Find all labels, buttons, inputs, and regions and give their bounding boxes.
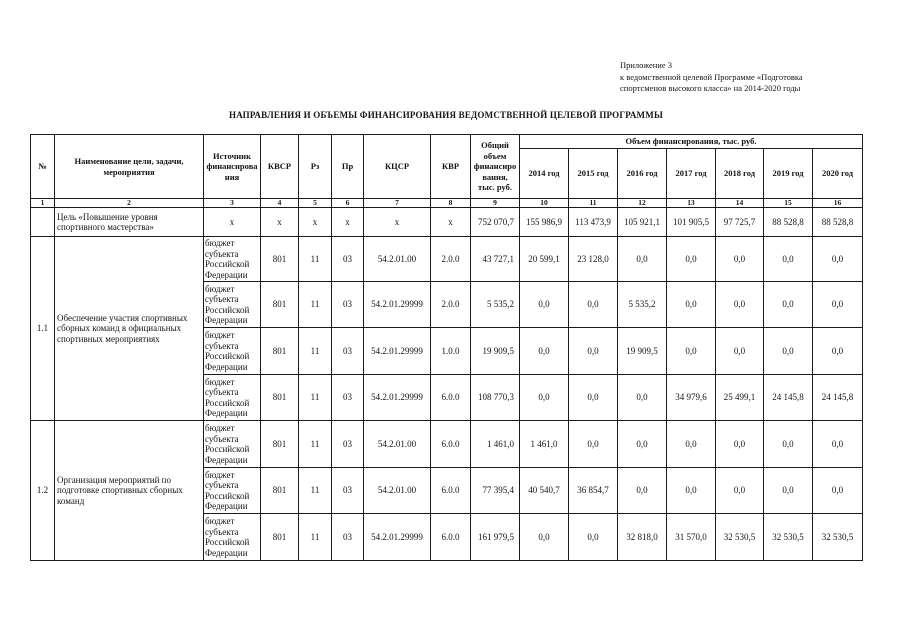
header-source-line: финансирова (206, 161, 258, 172)
year-amount: 0,0 (813, 237, 863, 282)
code-kvsr: 801 (261, 421, 299, 468)
column-number: 11 (569, 199, 618, 208)
column-number: 4 (261, 199, 299, 208)
code-kvr: 6.0.0 (431, 514, 471, 561)
year-amount: 0,0 (667, 468, 716, 514)
goal-source: x (204, 208, 261, 237)
year-amount: 0,0 (716, 237, 764, 282)
year-amount: 36 854,7 (569, 468, 618, 514)
header-total-line: финансиро (473, 161, 517, 172)
document-title: НАПРАВЛЕНИЯ И ОБЪЕМЫ ФИНАНСИРОВАНИЯ ВЕДОМСТВЕННОЙ ЦЕЛЕВОЙ ПРОГРАММЫ (229, 110, 663, 120)
column-number: 2 (55, 199, 204, 208)
code-pr: 03 (332, 237, 364, 282)
column-number: 9 (471, 199, 520, 208)
year-amount: 5 535,2 (618, 282, 667, 328)
year-amount: 0,0 (618, 421, 667, 468)
appendix-line: спортсменов высокого класса» на 2014-2020 годы (620, 83, 801, 93)
year-amount: 32 530,5 (764, 514, 813, 561)
funding-source: бюджет субъекта Российской Федерации (204, 282, 261, 328)
code-kvr: 1.0.0 (431, 328, 471, 375)
year-amount: 0,0 (764, 328, 813, 375)
header-year-2015: 2015 год (569, 149, 618, 199)
year-amount: 0,0 (618, 237, 667, 282)
year-amount: 1 461,0 (520, 421, 569, 468)
task-name: Обеспечение участия спортивных сборных команд в официальных спортивных мероприятиях (55, 237, 204, 421)
header-year-2018: 2018 год (716, 149, 764, 199)
table-header (31, 135, 863, 199)
table-body (31, 199, 863, 561)
year-amount: 25 499,1 (716, 375, 764, 421)
total-amount: 5 535,2 (471, 282, 520, 328)
goal-year-value: 97 725,7 (716, 208, 764, 237)
column-number: 13 (667, 199, 716, 208)
funding-source: бюджет субъекта Российской Федерации (204, 421, 261, 468)
goal-kvsr: x (261, 208, 299, 237)
goal-num-cell (31, 208, 55, 237)
year-amount: 0,0 (813, 282, 863, 328)
year-amount: 0,0 (569, 282, 618, 328)
appendix-line: к ведомственной целевой Программе «Подготовка (620, 71, 803, 82)
year-amount: 0,0 (813, 328, 863, 375)
task-number: 1.1 (31, 237, 55, 421)
year-amount: 32 530,5 (716, 514, 764, 561)
task-row (31, 421, 863, 468)
header-year-2017: 2017 год (667, 149, 716, 199)
funding-source: бюджет субъекта Российской Федерации (204, 514, 261, 561)
column-number: 6 (332, 199, 364, 208)
code-rz: 11 (299, 421, 332, 468)
year-amount: 24 145,8 (813, 375, 863, 421)
code-pr: 03 (332, 421, 364, 468)
year-amount: 0,0 (520, 375, 569, 421)
year-amount: 32 530,5 (813, 514, 863, 561)
year-amount: 0,0 (569, 514, 618, 561)
funding-source: бюджет субъекта Российской Федерации (204, 328, 261, 375)
total-amount: 19 909,5 (471, 328, 520, 375)
task-row (31, 237, 863, 282)
goal-name: Цель «Повышение уровня спортивного мастерства» (55, 208, 204, 237)
goal-year-value: 88 528,8 (764, 208, 813, 237)
year-amount: 23 128,0 (569, 237, 618, 282)
year-amount: 34 979,6 (667, 375, 716, 421)
code-pr: 03 (332, 375, 364, 421)
year-amount: 0,0 (716, 282, 764, 328)
year-amount: 24 145,8 (764, 375, 813, 421)
column-number: 12 (618, 199, 667, 208)
column-number: 10 (520, 199, 569, 208)
year-amount: 0,0 (716, 421, 764, 468)
year-amount: 0,0 (764, 282, 813, 328)
year-amount: 0,0 (520, 514, 569, 561)
year-amount: 0,0 (569, 375, 618, 421)
code-rz: 11 (299, 514, 332, 561)
task-number: 1.2 (31, 421, 55, 561)
year-amount: 0,0 (716, 468, 764, 514)
year-amount: 40 540,7 (520, 468, 569, 514)
header-total-line: вания, (482, 171, 508, 182)
year-amount: 0,0 (667, 237, 716, 282)
goal-row (31, 208, 863, 237)
code-rz: 11 (299, 237, 332, 282)
header-total-line: Общий (481, 140, 509, 151)
goal-year-value: 88 528,8 (813, 208, 863, 237)
funding-source: бюджет субъекта Российской Федерации (204, 237, 261, 282)
appendix-note (620, 60, 803, 95)
code-kcsr: 54.2.01.00 (364, 468, 431, 514)
year-amount: 0,0 (667, 421, 716, 468)
code-kvr: 6.0.0 (431, 421, 471, 468)
goal-year-value: 113 473,9 (569, 208, 618, 237)
code-kcsr: 54.2.01.29999 (364, 375, 431, 421)
code-kvr: 2.0.0 (431, 282, 471, 328)
code-rz: 11 (299, 375, 332, 421)
code-kvr: 6.0.0 (431, 375, 471, 421)
financing-table (30, 134, 863, 561)
header-source-line: ния (224, 171, 240, 182)
year-amount: 0,0 (667, 282, 716, 328)
total-amount: 77 395,4 (471, 468, 520, 514)
year-amount: 0,0 (569, 421, 618, 468)
code-pr: 03 (332, 514, 364, 561)
year-amount: 32 818,0 (618, 514, 667, 561)
header-num: № (31, 135, 55, 199)
header-year-2019: 2019 год (764, 149, 813, 199)
funding-source: бюджет субъекта Российской Федерации (204, 468, 261, 514)
header-kvr: КВР (431, 135, 471, 199)
year-amount: 0,0 (520, 328, 569, 375)
header-total-line: объем (483, 150, 507, 161)
code-kvsr: 801 (261, 375, 299, 421)
year-amount: 20 599,1 (520, 237, 569, 282)
goal-kcsr: x (364, 208, 431, 237)
header-name: Наименование цели, задачи, мероприятия (55, 135, 204, 199)
year-amount: 0,0 (618, 375, 667, 421)
year-amount: 0,0 (764, 237, 813, 282)
year-amount: 0,0 (569, 328, 618, 375)
code-kcsr: 54.2.01.29999 (364, 328, 431, 375)
year-amount: 0,0 (618, 468, 667, 514)
goal-pr: x (332, 208, 364, 237)
code-kvsr: 801 (261, 328, 299, 375)
appendix-line: Приложение 3 (620, 60, 672, 70)
column-number: 15 (764, 199, 813, 208)
year-amount: 0,0 (813, 468, 863, 514)
code-kvsr: 801 (261, 237, 299, 282)
code-kvr: 2.0.0 (431, 237, 471, 282)
header-year-2020: 2020 год (813, 149, 863, 199)
header-year-2014: 2014 год (520, 149, 569, 199)
code-kcsr: 54.2.01.29999 (364, 282, 431, 328)
year-amount: 19 909,5 (618, 328, 667, 375)
year-amount: 0,0 (520, 282, 569, 328)
code-rz: 11 (299, 282, 332, 328)
column-number: 14 (716, 199, 764, 208)
goal-total: 752 070,7 (471, 208, 520, 237)
header-source-line: Источник (213, 150, 251, 161)
column-number: 5 (299, 199, 332, 208)
code-rz: 11 (299, 468, 332, 514)
code-kvsr: 801 (261, 514, 299, 561)
total-amount: 108 770,3 (471, 375, 520, 421)
column-number: 1 (31, 199, 55, 208)
column-number: 7 (364, 199, 431, 208)
code-kvsr: 801 (261, 468, 299, 514)
header-total-line: тыс. руб. (478, 182, 512, 193)
header-row (31, 135, 863, 149)
code-pr: 03 (332, 328, 364, 375)
total-amount: 1 461,0 (471, 421, 520, 468)
header-pr: Пр (332, 135, 364, 199)
task-name: Организация мероприятий по подготовке спортивных сборных команд (55, 421, 204, 561)
header-year-2016: 2016 год (618, 149, 667, 199)
year-amount: 0,0 (716, 328, 764, 375)
funding-source: бюджет субъекта Российской Федерации (204, 375, 261, 421)
column-number: 8 (431, 199, 471, 208)
code-kcsr: 54.2.01.29999 (364, 514, 431, 561)
year-amount: 0,0 (764, 421, 813, 468)
code-kcsr: 54.2.01.00 (364, 421, 431, 468)
code-pr: 03 (332, 468, 364, 514)
header-by-year: Объем финансирования, тыс. руб. (520, 135, 863, 149)
goal-year-value: 101 905,5 (667, 208, 716, 237)
code-kvr: 6.0.0 (431, 468, 471, 514)
code-rz: 11 (299, 328, 332, 375)
year-amount: 0,0 (813, 421, 863, 468)
header-total (471, 135, 520, 199)
header-kcsr: КЦСР (364, 135, 431, 199)
column-number-row (31, 199, 863, 208)
code-kcsr: 54.2.01.00 (364, 237, 431, 282)
header-rz: Рз (299, 135, 332, 199)
year-amount: 0,0 (667, 328, 716, 375)
header-source (204, 135, 261, 199)
total-amount: 161 979,5 (471, 514, 520, 561)
goal-year-value: 105 921,1 (618, 208, 667, 237)
code-kvsr: 801 (261, 282, 299, 328)
header-kvsr: КВСР (261, 135, 299, 199)
goal-year-value: 155 986,9 (520, 208, 569, 237)
year-amount: 31 570,0 (667, 514, 716, 561)
total-amount: 43 727,1 (471, 237, 520, 282)
code-pr: 03 (332, 282, 364, 328)
goal-kvr: x (431, 208, 471, 237)
goal-rz: x (299, 208, 332, 237)
year-amount: 0,0 (764, 468, 813, 514)
column-number: 3 (204, 199, 261, 208)
column-number: 16 (813, 199, 863, 208)
